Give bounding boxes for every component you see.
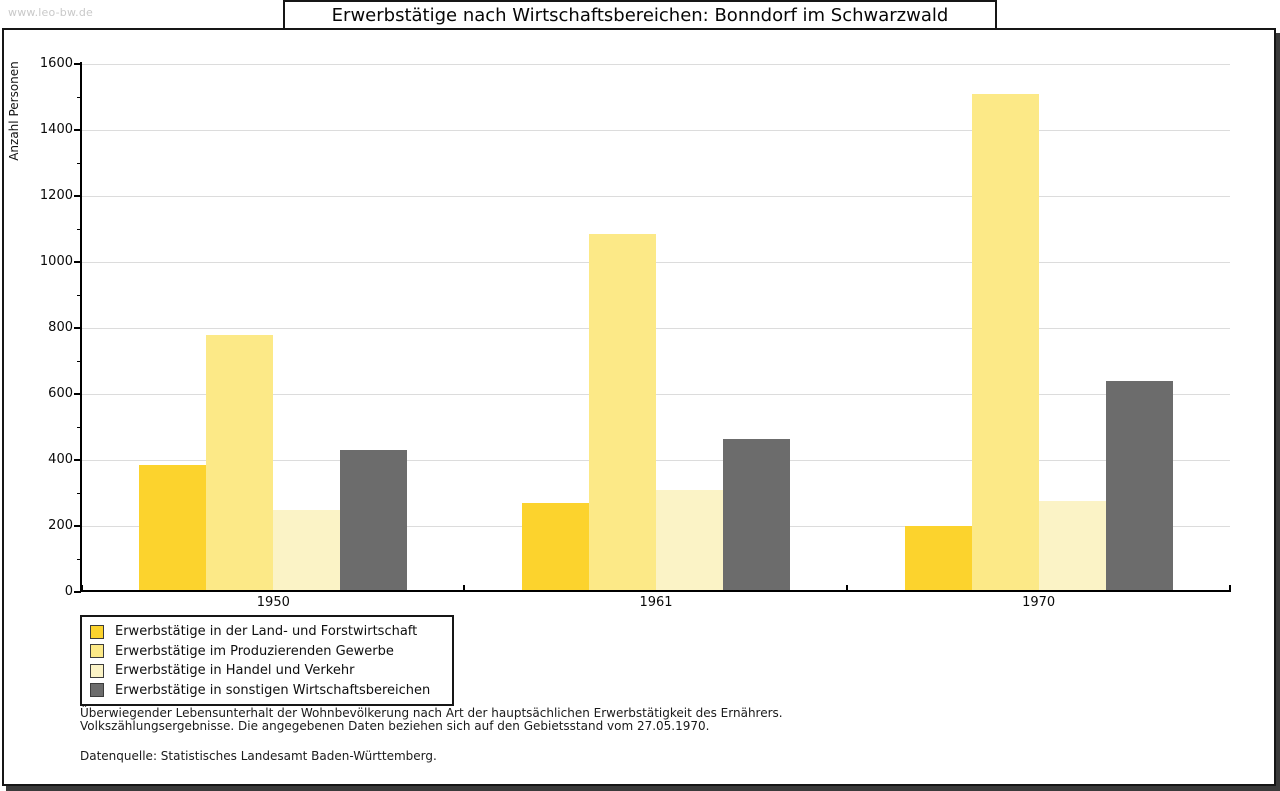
x-axis-line — [80, 590, 1231, 592]
footnote-line-1: Überwiegender Lebensunterhalt der Wohnbevölkerung nach Art der hauptsächlichen Erwerbstätigkeit des Ernährers. — [80, 706, 783, 720]
legend-item-2 — [90, 642, 446, 662]
x-category-label: 1950 — [256, 595, 290, 610]
bar-1961-series4 — [723, 439, 790, 592]
legend-swatch — [90, 625, 104, 639]
gridline — [82, 262, 1230, 263]
bar-1961-series3 — [656, 490, 723, 592]
y-minor-tick — [77, 229, 81, 230]
legend-item-3 — [90, 661, 446, 681]
x-boundary-tick — [463, 585, 465, 592]
bar-1970-series4 — [1106, 381, 1173, 592]
bar-1970-series2 — [972, 94, 1039, 592]
title-box — [283, 0, 997, 30]
legend-swatch — [90, 683, 104, 697]
bar-1950-series3 — [273, 510, 340, 593]
legend-swatch — [90, 644, 104, 658]
bar-1950-series1 — [139, 465, 206, 592]
legend-label: Erwerbstätige in Handel und Verkehr — [115, 663, 355, 679]
bar-1950-series2 — [206, 335, 273, 592]
y-major-tick — [74, 261, 81, 263]
y-tick-label: 1600 — [39, 56, 73, 71]
bar-1950-series4 — [340, 450, 407, 592]
y-major-tick — [74, 129, 81, 131]
legend-swatch — [90, 664, 104, 678]
y-major-tick — [74, 63, 81, 65]
y-tick-label: 1200 — [39, 188, 73, 203]
legend-label: Erwerbstätige in der Land- und Forstwirtschaft — [115, 624, 418, 640]
y-major-tick — [74, 327, 81, 329]
y-tick-label: 0 — [64, 584, 73, 599]
y-tick-label: 1000 — [39, 254, 73, 269]
y-tick-label: 600 — [48, 386, 73, 401]
bar-1961-series1 — [522, 503, 589, 592]
y-major-tick — [74, 459, 81, 461]
x-category-label: 1961 — [639, 595, 673, 610]
footnote-line-2: Volkszählungsergebnisse. Die angegebenen Daten beziehen sich auf den Gebietsstand vom 27.05.1970. — [80, 719, 710, 733]
y-minor-tick — [77, 493, 81, 494]
legend-item-1 — [90, 622, 446, 642]
y-tick-label: 200 — [48, 518, 73, 533]
y-tick-label: 400 — [48, 452, 73, 467]
y-minor-tick — [77, 295, 81, 296]
legend-item-4 — [90, 681, 446, 701]
y-major-tick — [74, 393, 81, 395]
legend-box — [80, 615, 454, 706]
y-minor-tick — [77, 361, 81, 362]
y-minor-tick — [77, 559, 81, 560]
y-tick-label: 800 — [48, 320, 73, 335]
gridline — [82, 64, 1230, 65]
legend-label: Erwerbstätige im Produzierenden Gewerbe — [115, 643, 394, 659]
y-minor-tick — [77, 163, 81, 164]
x-boundary-tick — [81, 585, 83, 592]
gridline — [82, 130, 1230, 131]
bar-1970-series3 — [1039, 501, 1106, 592]
y-minor-tick — [77, 427, 81, 428]
bar-1961-series2 — [589, 234, 656, 592]
y-axis-label: Anzahl Personen — [7, 61, 21, 161]
gridline — [82, 196, 1230, 197]
x-boundary-tick — [1229, 585, 1231, 592]
legend-label: Erwerbstätige in sonstigen Wirtschaftsbereichen — [115, 682, 431, 698]
footnote-source: Datenquelle: Statistisches Landesamt Baden-Württemberg. — [80, 749, 437, 763]
y-tick-label: 1400 — [39, 122, 73, 137]
watermark: www.leo-bw.de — [8, 6, 94, 19]
bar-1970-series1 — [905, 526, 972, 592]
y-major-tick — [74, 525, 81, 527]
x-boundary-tick — [846, 585, 848, 592]
y-minor-tick — [77, 97, 81, 98]
chart-title: Erwerbstätige nach Wirtschaftsbereichen: Bonndorf im Schwarzwald — [331, 4, 949, 26]
gridline — [82, 328, 1230, 329]
x-category-label: 1970 — [1022, 595, 1056, 610]
y-major-tick — [74, 195, 81, 197]
